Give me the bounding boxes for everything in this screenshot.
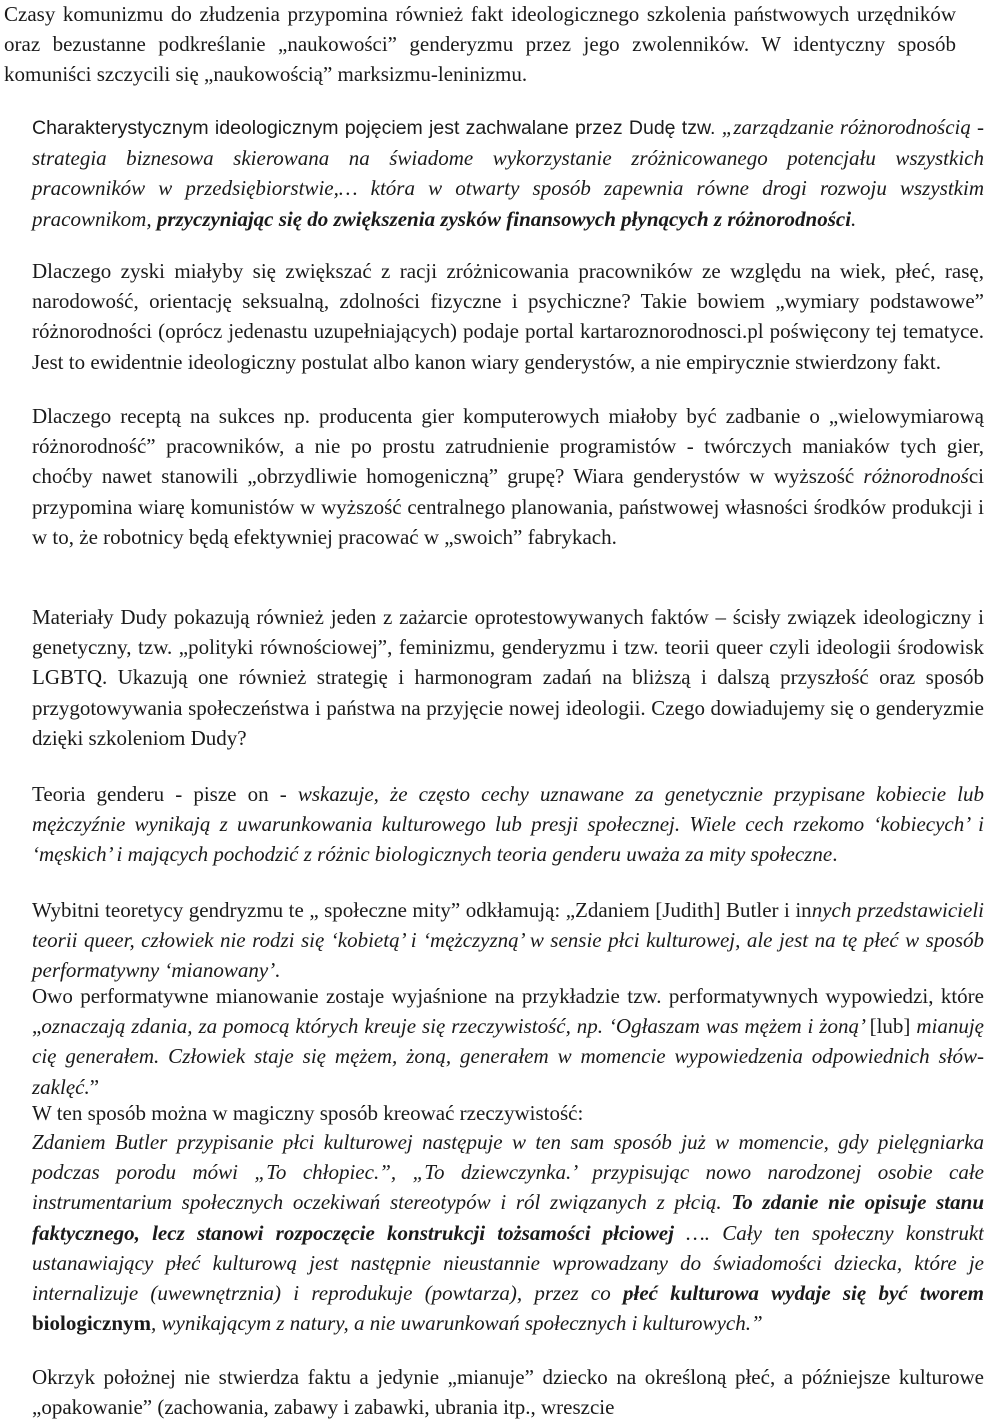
- paragraph-butler-theorists: [4, 895, 984, 986]
- paragraph-duda-materials: [4, 602, 984, 753]
- punctuation: ”: [89, 1074, 100, 1099]
- quote-text: mianuję cię generałem. Człowiek staje się mężem, żoną, generałem w momencie wypowiedzenia odpowiednich słów-zaklęć.: [32, 1014, 984, 1099]
- paragraph-text: Dlaczego zyski miałyby się zwiększać z racji zróżnicowania pracowników ze względu na wiek, płeć, rasę, narodowość, orientację seksualną, zdolności fizyczne i psychiczne? Takie bowiem „wymiary podstawowe” różnorodności (oprócz jedenastu uzupełniających) podaje portal kartaroznorodnosci.pl poświęcony tej tematyce. Jest to ewidentnie ideologiczny postulat albo kanon wiary genderystów, a nie empirycznie stwierdzony fakt.: [32, 259, 984, 374]
- paragraph-text: Charakterystycznym ideologicznym pojęciem jest zachwalane przez Dudę tzw.: [32, 117, 722, 139]
- paragraph-game-producer: [4, 401, 984, 552]
- quote-text: Zdaniem Butler przypisanie płci kulturowej następuje w ten sam sposób już w momencie, gdy pielęgniarka podczas porodu mówi „To chłopiec.”, „To dziewczynka.’ przypisując nowo narodzonej osobie całe instrumentarium społecznych oczekiwań stereotypów i ról związanych z płcią.: [32, 1130, 984, 1215]
- paragraph-text: Materiały Dudy pokazują również jeden z zażarcie oprotestowywanych faktów – ścisły związek ideologiczny i genetyczny, tzw. „polityki równościowej”, feminizmu, genderyzmu i tzw. teorii queer czyli ideologii środowisk LGBTQ. Ukazują one również strategię i harmonogram zadań na bliższą i dalszą przyszłość oraz sposób przygotowywania społeczeństwa i państwa na przyjęcie nowej ideologii. Czego dowiadujemy się o genderyzmie dzięki szkoleniom Dudy?: [32, 605, 984, 750]
- quote-text: , wynikającym z natury, a nie uwarunkowań społecznych i kulturowych.”: [151, 1311, 763, 1336]
- paragraph-text: W ten sposób można w magiczny sposób kreować rzeczywistość:: [32, 1101, 584, 1125]
- paragraph-gender-theory: [4, 779, 984, 870]
- paragraph-communism-comparison: [4, 0, 956, 90]
- emphasis-text: To zdanie nie opisuje stanu faktycznego, lecz stanowi rozpoczęcie konstrukcji tożsamości płciowej: [32, 1190, 984, 1245]
- paragraph-midwife-cry: [4, 1362, 984, 1422]
- quote-text: wskazuje, że często cechy uznawane za genetycznie przypisane kobiecie lub mężczyźnie wynikają z uwarunkowania kulturowego lub presji społecznej. Wiele cech rzekomo ‘kobiecych’ i ‘męskich’ i mających pochodzić z różnic biologicznych teoria genderu uważa za mity społeczne: [32, 782, 984, 867]
- emphasis-text: płeć kulturowa wydaje się być tworem: [623, 1281, 984, 1306]
- italic-word: różnorodnoś: [863, 464, 969, 489]
- quote-text: oznaczają zdania, za pomocą których kreuje się rzeczywistość, np. ‘Ogłaszam was mężem i żoną’: [41, 1014, 870, 1039]
- paragraph-text: Wybitni teoretycy gendryzmu te „ społeczne mity” odkłamują: „Zdaniem [Judith] Butler i in: [32, 898, 812, 922]
- paragraph-text: Owo performatywne mianowanie zostaje wyjaśnione na przykładzie tzw. performatywnych wypowiedzi, które „: [32, 984, 984, 1039]
- paragraph-text: [lub]: [869, 1014, 917, 1039]
- paragraph-text: Teoria genderu - pisze on -: [32, 782, 298, 806]
- paragraph-text: Czasy komunizmu do złudzenia przypomina również fakt ideologicznego szkolenia państwowych urzędników oraz bezustanne podkreślanie „naukowości” genderyzmu przez jego zwolenników. W identyczny sposób komuniści szczycili się „naukowością” marksizmu-leninizmu.: [4, 2, 956, 87]
- paragraph-text: Dlaczego receptą na sukces np. producenta gier komputerowych miałoby być zadbanie o „wielowymiarową różnorodność” pracowników, a nie po prostu zatrudnienie programistów - twórczych maniaków tych gier, choćby nawet stanowili „obrzydliwie homogeniczną” grupę? Wiara genderystów w wyższość: [32, 404, 984, 489]
- paragraph-profits-question: [4, 256, 984, 377]
- emphasis-text: przyczyniając się do zwiększenia zysków finansowych płynących z różnorodności: [156, 206, 852, 231]
- punctuation: .: [851, 206, 857, 231]
- quote-text: „zarządzanie różnorodnością - strategia biznesowa skierowana na świadome wykorzystanie zróżnicowanego potencjału wszystkich pracowników w przedsiębiorstwie,… która w otwarty sposób zapewnia równe drogi rozwoju wszystkim pracownikom,: [32, 115, 984, 231]
- emphasis-text: biologicznym: [32, 1311, 151, 1336]
- quote-text: …. Cały ten społeczny konstrukt ustanawiający płeć kulturową jest następnie nieustannie wprowadzany do świadomości dziecka, które je internalizuje (uwewnętrznia) i reprodukuje (powtarza), przez co: [32, 1220, 984, 1306]
- paragraph-text: Okrzyk położnej nie stwierdza faktu a jedynie „mianuje” dziecko na określoną płeć, a późniejsze kulturowe „opakowanie” (zachowania, zabawy i zabawki, ubrania itp., wreszcie: [32, 1365, 984, 1420]
- paragraph-performative-naming: [4, 981, 984, 1102]
- paragraph-butler-quote: [4, 1127, 984, 1338]
- paragraph-text: ci przypomina wiarę komunistów w wyższość centralnego planowania, państwowej własności środków produkcji i w to, że robotnicy będą efektywniej pracować w „swoich” fabrykach.: [32, 464, 984, 549]
- quote-text: nych przedstawicieli teorii queer, człowiek nie rodzi się ‘kobietą’ i ‘mężczyzną’ w sensie płci kulturowej, ale jest na tę płeć w sposób performatywny ‘mianowany’.: [32, 898, 984, 983]
- punctuation: .: [832, 842, 838, 867]
- paragraph-diversity-management: [4, 112, 984, 234]
- paragraph-magic-reality: [4, 1098, 984, 1128]
